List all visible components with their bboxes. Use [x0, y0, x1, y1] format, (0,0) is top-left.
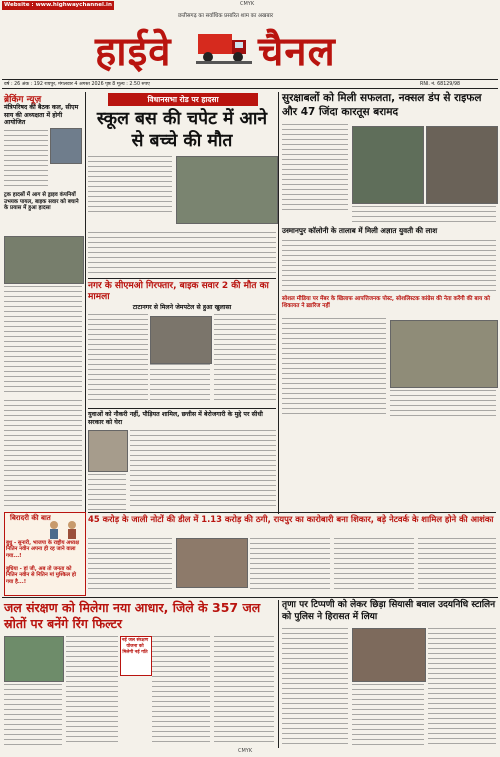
- naxal-headline: सुरक्षाबलों को मिली सफलता, नक्सल डंप से राइफल और 47 जिंदा कारतूस बरामद: [282, 92, 482, 118]
- water-headline: जल संरक्षण को मिलेगा नया आधार, जिले के 357 जल स्रोतों पर बनेंगे रिंग फिल्टर: [4, 600, 261, 631]
- top-story-text-2: [88, 232, 276, 276]
- naxal-text-2: [352, 206, 496, 222]
- masthead: [0, 18, 500, 80]
- stalin-text-3: [428, 628, 496, 746]
- col-rule-left: [85, 92, 86, 536]
- top-story-banner: विधानसभा रोड पर हादसा: [147, 95, 219, 104]
- fraud-headline: 45 करोड़ के जाली नोटों की डील में 1.13 करोड़ की ठगी, रायपुर का कारोबारी बना शिकार, बड़े नेटवर्क के शामिल होने की आशंका: [88, 514, 494, 524]
- info-rule-bottom: [2, 88, 498, 89]
- bribe-headline: सोशल मीडिया पर मेंबर के खिलाफ आपत्तिजनक पोस्ट, सोशलिस्टक कांग्रेस की नेता करेंगी की बाय को शिकायत ने ख़ारिज नहीं: [282, 296, 490, 309]
- breaking-photo: [50, 128, 82, 164]
- tagline: छत्तीसगढ़ का सर्वाधिक प्रसारित शाम का अखबार: [178, 13, 274, 19]
- water-callout: नई जल संरक्षण योजना को मिलेगी नई गति: [121, 638, 149, 655]
- jobs-rule: [88, 408, 276, 409]
- stalin-photo: [352, 628, 426, 682]
- top-story-photo: [176, 156, 278, 224]
- info-line: वर्ष : 26 अंक : 192 रायपुर, मंगलवार 4 अगस्त 2026 पृष्ठ 8 मूल्य : 2.50 रुपए: [4, 82, 150, 87]
- cmyk-bottom: CMYK: [238, 748, 253, 754]
- stalin-text: [282, 628, 348, 746]
- fraud-photo: [176, 538, 248, 588]
- court-photo: [390, 320, 498, 388]
- info-rule-top: [2, 79, 498, 80]
- stalin-headline: तृणा पर टिप्पणी को लेकर छिड़ा सियासी बवाल उदयनिधि स्टालिन को पुलिस ने हिरासत में लिया: [282, 600, 496, 622]
- nagar-text-2: [150, 364, 210, 404]
- breaking-subheadline: ट्रक हादसों में आग से ड्राइव कंपनियों उभयक पायल, बाइक सवार को बचाने के प्रयास में हुआ हादसा: [4, 192, 79, 212]
- naxal-photo-2: [426, 126, 498, 204]
- breaking-label: ब्रेकिंग न्यूज़: [4, 95, 42, 105]
- nagar-text: [88, 314, 148, 404]
- truck-fire-photo: [4, 236, 84, 284]
- nagar-rule: [88, 278, 276, 279]
- water-rule: [2, 597, 498, 598]
- water-text-2: [66, 636, 118, 746]
- jobs-text: [130, 430, 276, 510]
- cartoon-text-1: बुधु - सुनारी, भाजपा के राष्ट्रीय अध्यक्ष नितिन नवीन अपना ही रह जाने वाला गया...!: [6, 540, 79, 559]
- top-story-headline: स्कूल बस की चपेट में आने से बच्चे की मौत: [96, 109, 268, 151]
- fraud-text-2: [250, 538, 330, 592]
- fraud-text: [88, 538, 172, 592]
- cmyk-top: CMYK: [240, 1, 255, 7]
- nagar-sub: टाटानगर से मिलने जेमपटेल से हुआ खुलासा: [132, 304, 232, 311]
- water-text-4: [214, 636, 274, 746]
- naxal-photo-1: [352, 126, 424, 204]
- truck-icon: [196, 26, 252, 66]
- col-rule-mid: [278, 92, 279, 514]
- water-text: [4, 684, 62, 746]
- naxal-text: [282, 124, 348, 212]
- stalin-text-2: [352, 684, 424, 746]
- colony-text: [282, 240, 496, 292]
- masthead-left-title: हाईवे: [95, 29, 172, 75]
- reg-number: RNI. नं. 68129/98: [420, 82, 461, 87]
- bribe-text: [282, 318, 386, 418]
- nagar-photo: [150, 316, 212, 364]
- left-body-text: [4, 286, 82, 396]
- water-text-3: [152, 636, 210, 746]
- jobs-headline: युवाओं को नौकरी नहीं, पौड़ियत शामिल, छत्तीस में बेरोजगारी के मुद्दे पर सीधी सरकार को घेरा: [88, 411, 263, 426]
- fraud-text-3: [334, 538, 414, 592]
- col-rule-bottom: [278, 600, 279, 748]
- colony-headline: उस्मानपुर कॉलोनी के तालाब में मिली अज्ञात युवती की लाश: [282, 226, 438, 235]
- cartoon-figures: [46, 520, 82, 540]
- nagar-text-3: [214, 314, 276, 404]
- nagar-headline: नगर के सीएमओ गिरफ्तार, बाइक सवार 2 की मौत का मामला: [88, 281, 269, 302]
- fraud-rule: [88, 512, 496, 513]
- bribe-text-2: [390, 390, 496, 418]
- jobs-text-2: [88, 474, 126, 510]
- masthead-right-title: चैनल: [258, 29, 336, 75]
- top-story-text: [88, 156, 172, 214]
- breaking-headline: मंत्रिपरिषद की बैठक कल, सीएम साय की अध्यक्षता में होगी आयोजित: [4, 104, 79, 127]
- cartoon-text-2: बुधिया - हां जी, अब तो जनता को नितिन नवीन से नितिन मां मुश्किल हो गया है...!: [6, 566, 76, 585]
- website-link[interactable]: Website : www.highwaychannel.in: [4, 2, 112, 8]
- jobs-photo: [88, 430, 128, 472]
- left-body-text-2: [4, 400, 82, 508]
- breaking-text: [4, 130, 48, 190]
- water-photo: [4, 636, 64, 682]
- fraud-text-4: [418, 538, 496, 592]
- cartoon-title: बिरादरी की बात: [10, 514, 51, 522]
